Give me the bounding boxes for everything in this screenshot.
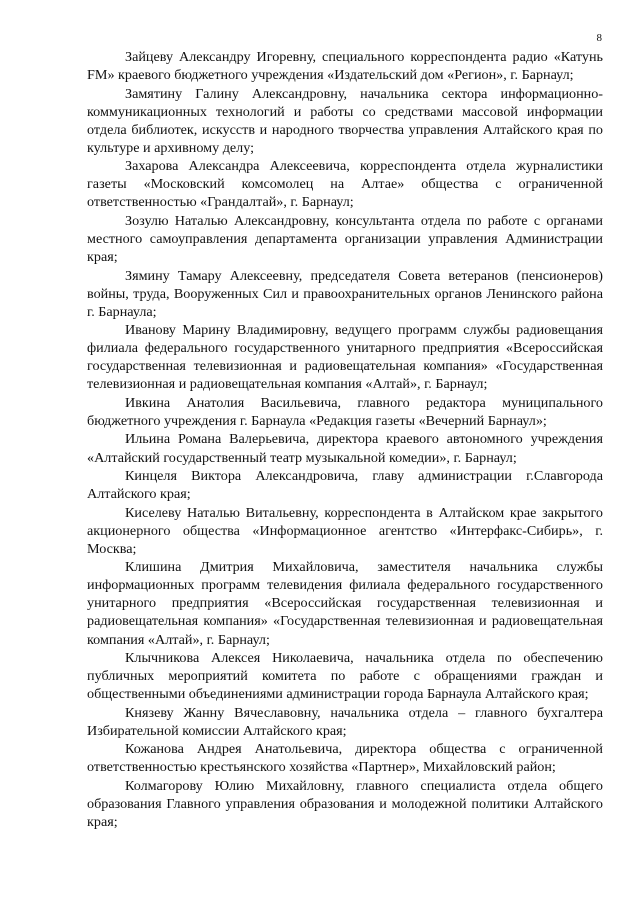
awardee-list: [87, 48, 603, 832]
list-entry: Замятину Галину Александровну, начальника сектора информационно-коммуникационных технологий и работы со средствами массовой информации отдела библиотек, искусств и народного творчества управления Алтайского края по культуре и архивному делу;: [87, 85, 603, 156]
list-entry: Зайцеву Александру Игоревну, специального корреспондента радио «Катунь FM» краевого бюджетного учреждения «Издательский дом «Регион», г. Барнаул;: [87, 49, 603, 84]
list-entry: Зозулю Наталью Александровну, консультанта отдела по работе с органами местного самоуправления департамента организации управления Администрации края;: [87, 212, 603, 266]
list-entry: Киселеву Наталью Витальевну, корреспондента в Алтайском крае закрытого акционерного общества «Информационное агентство «Интерфакс-Сибирь», г. Москва;: [87, 504, 603, 557]
list-entry: Зямину Тамару Алексеевну, председателя Совета ветеранов (пенсионеров) войны, труда, Вооруженных Сил и правоохранительных органов Ленинского района г. Барнаула;: [87, 267, 603, 320]
list-entry: Князеву Жанну Вячеславовну, начальника отдела – главного бухгалтера Избирательной комиссии Алтайского края;: [87, 704, 603, 739]
page-number: 8: [596, 32, 602, 44]
list-entry: Кожанова Андрея Анатольевича, директора общества с ограниченной ответственностью крестьянского хозяйства «Партнер», Михайловский район;: [87, 741, 603, 776]
list-entry: Клычникова Алексея Николаевича, начальника отдела по обеспечению публичных мероприятий комитета по работе с обращениями граждан и общественными объединениями администрации города Барнаула Алтайского края;: [87, 650, 603, 703]
list-entry: Клишина Дмитрия Михайловича, заместителя начальника службы информационных программ телевидения филиала федерального государственного унитарного предприятия «Всероссийская государственная телевизионная и радиовещательная компания» «Государственная телевизионная и радиовещательная компания «Алтай», г. Барнаул;: [87, 559, 603, 648]
list-entry: Иванову Марину Владимировну, ведущего программ службы радиовещания филиала федерального государственного унитарного предприятия «Всероссийская государственная телевизионная и радиовещательная компания» «Государственная телевизионная и радиовещательная компания «Алтай», г. Барнаул;: [87, 322, 603, 393]
list-entry: Ильина Романа Валерьевича, директора краевого автономного учреждения «Алтайский государственный театр музыкальной комедии», г. Барнаул;: [87, 431, 603, 466]
list-entry: Колмагорову Юлию Михайловну, главного специалиста отдела общего образования Главного управления образования и молодежной политики Алтайского края;: [87, 777, 603, 830]
list-entry: Захарова Александра Алексеевича, корреспондента отдела журналистики газеты «Московский комсомолец на Алтае» общества с ограниченной ответственностью «Грандалтай», г. Барнаул;: [87, 158, 603, 211]
list-entry: Кинцеля Виктора Александровича, главу администрации г.Славгорода Алтайского края;: [87, 468, 603, 503]
list-entry: Ивкина Анатолия Васильевича, главного редактора муниципального бюджетного учреждения г. Барнаула «Редакция газеты «Вечерний Барнаул»;: [87, 394, 603, 429]
